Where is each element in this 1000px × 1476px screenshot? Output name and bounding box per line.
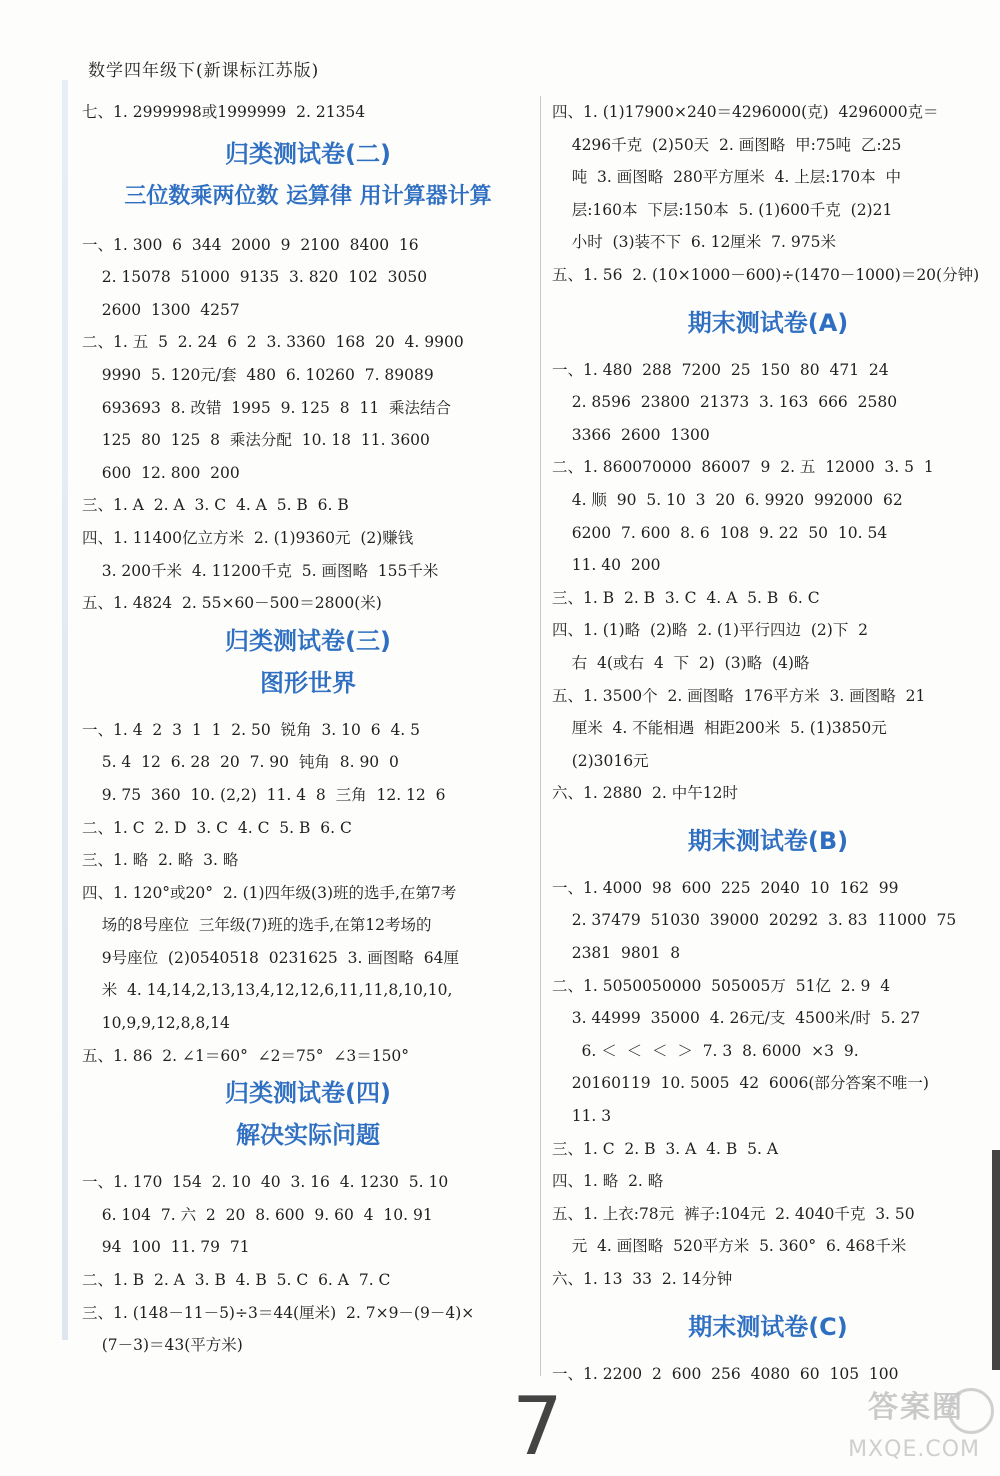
answer-line: 693693 8. 改错 1995 9. 125 8 11 乘法结合 bbox=[82, 398, 452, 417]
answer-line: 2. 37479 51030 39000 20292 3. 83 11000 75 bbox=[552, 911, 957, 930]
answer-line: 三、1. C 2. B 3. A 4. B 5. A bbox=[552, 1139, 779, 1158]
answer-line: 一、1. 4000 98 600 225 2040 10 162 99 bbox=[552, 878, 899, 897]
spacer bbox=[552, 1348, 984, 1358]
answer-line: 一、1. 4 2 3 1 1 2. 50 锐角 3. 10 6 4. 5 bbox=[82, 720, 421, 739]
answer-line: (7－3)＝43(平方米) bbox=[82, 1336, 243, 1355]
answer-line: 二、1. 五 5 2. 24 6 2 3. 3360 168 20 4. 9900 bbox=[82, 333, 464, 352]
watermark-url: MXQE.COM bbox=[848, 1437, 980, 1462]
answer-line: 4296千克 (2)50天 2. 画图略 甲:75吨 乙:25 bbox=[552, 135, 902, 154]
spacer bbox=[82, 704, 534, 714]
answer-line: 10,9,9,12,8,8,14 bbox=[82, 1014, 230, 1033]
answer-line: 9990 5. 120元/套 480 6. 10260 7. 89089 bbox=[82, 365, 434, 384]
answer-line: 三、1. B 2. B 3. C 4. A 5. B 6. C bbox=[552, 588, 820, 607]
answer-line: 2381 9801 8 bbox=[552, 944, 681, 963]
answer-line: 五、1. 上衣:78元 裤子:104元 2. 4040千克 3. 50 bbox=[552, 1204, 915, 1223]
answer-line: 125 80 125 8 乘法分配 10. 18 11. 3600 bbox=[82, 431, 430, 450]
answer-line: 小时 (3)装不下 6. 12厘米 7. 975米 bbox=[552, 233, 836, 252]
answer-line: 3. 200千米 4. 11200千克 5. 画图略 155千米 bbox=[82, 561, 439, 580]
section-title: 图形世界 bbox=[260, 668, 356, 697]
spacer bbox=[552, 862, 984, 872]
answer-line: 一、1. 2200 2 600 256 4080 60 105 100 bbox=[552, 1364, 899, 1383]
answer-line: 2. 15078 51000 9135 3. 820 102 3050 bbox=[82, 268, 428, 287]
answer-line: 四、1. 略 2. 略 bbox=[552, 1172, 664, 1191]
answer-line: 场的8号座位 三年级(7)班的选手,在第12考场的 bbox=[82, 916, 432, 935]
spacer bbox=[82, 1156, 534, 1166]
page-edge-shadow bbox=[992, 1150, 1000, 1370]
answer-line: 二、1. 860070000 86007 9 2. 五 12000 3. 5 1 bbox=[552, 458, 934, 477]
answer-line: 二、1. C 2. D 3. C 4. C 5. B 6. C bbox=[82, 818, 352, 837]
answer-line: 七、1. 2999998或1999999 2. 21354 bbox=[82, 103, 366, 121]
answer-line: 五、1. 4824 2. 55×60－500＝2800(米) bbox=[82, 594, 382, 613]
section-title: 期末测试卷(A) bbox=[687, 308, 849, 337]
answer-line: 元 4. 画图略 520平方米 5. 360° 6. 468千米 bbox=[552, 1237, 907, 1256]
answer-line: 一、1. 170 154 2. 10 40 3. 16 4. 1230 5. 10 bbox=[82, 1173, 449, 1192]
answer-line: 94 100 11. 79 71 bbox=[82, 1238, 250, 1257]
answer-line: 三、1. 略 2. 略 3. 略 bbox=[82, 851, 239, 870]
answer-line: 20160119 10. 5005 42 6006(部分答案不唯一) bbox=[552, 1074, 929, 1093]
answer-line: 四、1. (1)17900×240＝4296000(克) 4296000克＝ bbox=[552, 103, 939, 121]
answer-line: (2)3016元 bbox=[552, 751, 649, 770]
answer-line: 吨 3. 画图略 280平方厘米 4. 上层:170本 中 bbox=[552, 168, 901, 187]
answer-line: 3. 44999 35000 4. 26元/支 4500米/时 5. 27 bbox=[552, 1009, 921, 1028]
answer-line: 2600 1300 4257 bbox=[82, 300, 240, 319]
binding-margin bbox=[62, 80, 68, 1340]
answer-line: 9. 75 360 10. (2,2) 11. 4 8 三角 12. 12 6 bbox=[82, 785, 446, 804]
answer-line: 一、1. 300 6 344 2000 9 2100 8400 16 bbox=[82, 235, 419, 254]
answer-line: 五、1. 3500个 2. 画图略 176平方米 3. 画图略 21 bbox=[552, 686, 926, 705]
answer-line: 6200 7. 600 8. 6 108 9. 22 50 10. 54 bbox=[552, 523, 888, 542]
answer-line: 5. 4 12 6. 28 20 7. 90 钝角 8. 90 0 bbox=[82, 753, 399, 772]
answer-line: 6. 104 7. 六 2 20 8. 600 9. 60 4 10. 91 bbox=[82, 1205, 433, 1224]
answer-line: 9号座位 (2)0540518 0231625 3. 画图略 64厘 bbox=[82, 948, 459, 967]
watermark-brand: 答案圈 bbox=[868, 1390, 964, 1425]
answer-line: 四、1. 11400亿立方米 2. (1)9360元 (2)赚钱 bbox=[82, 528, 414, 547]
answer-line: 层:160本 下层:150本 5. (1)600千克 (2)21 bbox=[552, 200, 893, 219]
answer-line: 右 4(或右 4 下 2) (3)略 (4)略 bbox=[552, 653, 810, 672]
left-column bbox=[82, 96, 534, 1362]
answer-line: 四、1. (1)略 (2)略 2. (1)平行四边 (2)下 2 bbox=[552, 621, 869, 640]
page-header: 数学四年级下(新课标江苏版) bbox=[88, 61, 320, 81]
answer-line: 六、1. 13 33 2. 14分钟 bbox=[552, 1270, 733, 1288]
spacer bbox=[552, 292, 984, 302]
handwritten-mark: 7 bbox=[512, 1380, 563, 1473]
answer-line: 6. ＜ ＜ ＜ ＞ 7. 3 8. 6000 ×3 9. bbox=[552, 1041, 859, 1060]
answer-line: 2. 8596 23800 21373 3. 163 666 2580 bbox=[552, 393, 898, 412]
spacer bbox=[552, 810, 984, 820]
section-title: 解决实际问题 bbox=[236, 1121, 380, 1150]
answer-line: 六、1. 2880 2. 中午12时 bbox=[552, 784, 738, 803]
answer-line: 四、1. 120°或20° 2. (1)四年级(3)班的选手,在第7考 bbox=[82, 883, 457, 902]
section-title: 归类测试卷(二) bbox=[225, 139, 391, 168]
answer-line: 4. 顺 90 5. 10 3 20 6. 9920 992000 62 bbox=[552, 490, 903, 509]
answer-line: 五、1. 56 2. (10×1000－600)÷(1470－1000)＝20(分钟) bbox=[552, 265, 980, 284]
answer-line: 三、1. (148－11－5)÷3＝44(厘米) 2. 7×9－(9－4)× bbox=[82, 1303, 475, 1322]
answer-line: 11. 3 bbox=[552, 1107, 612, 1126]
section-title: 期末测试卷(C) bbox=[688, 1312, 848, 1341]
section-title: 归类测试卷(四) bbox=[225, 1079, 391, 1108]
answer-line: 二、1. B 2. A 3. B 4. B 5. C 6. A 7. C bbox=[82, 1271, 391, 1290]
answer-line: 三、1. A 2. A 3. C 4. A 5. B 6. B bbox=[82, 496, 349, 515]
answer-line: 一、1. 480 288 7200 25 150 80 471 24 bbox=[552, 360, 889, 379]
answer-line: 二、1. 5050050000 505005万 51亿 2. 9 4 bbox=[552, 976, 891, 995]
answer-line: 米 4. 14,14,2,13,13,4,12,12,6,11,11,8,10,10, bbox=[82, 981, 453, 1000]
section-title: 归类测试卷(三) bbox=[225, 626, 391, 655]
answer-line: 11. 40 200 bbox=[552, 556, 661, 575]
spacer bbox=[82, 219, 534, 229]
answer-line: 3366 2600 1300 bbox=[552, 425, 710, 444]
right-column bbox=[552, 96, 984, 1390]
spacer bbox=[552, 344, 984, 354]
answer-line: 600 12. 800 200 bbox=[82, 463, 240, 482]
watermark bbox=[844, 1372, 994, 1468]
spacer bbox=[552, 1296, 984, 1306]
section-subtitle: 三位数乘两位数 运算律 用计算器计算 bbox=[124, 183, 492, 209]
answer-line: 五、1. 86 2. ∠1＝60° ∠2＝75° ∠3＝150° bbox=[82, 1046, 410, 1065]
section-title: 期末测试卷(B) bbox=[687, 826, 849, 855]
answer-line: 厘米 4. 不能相遇 相距200米 5. (1)3850元 bbox=[552, 719, 887, 738]
column-divider bbox=[540, 96, 541, 1376]
